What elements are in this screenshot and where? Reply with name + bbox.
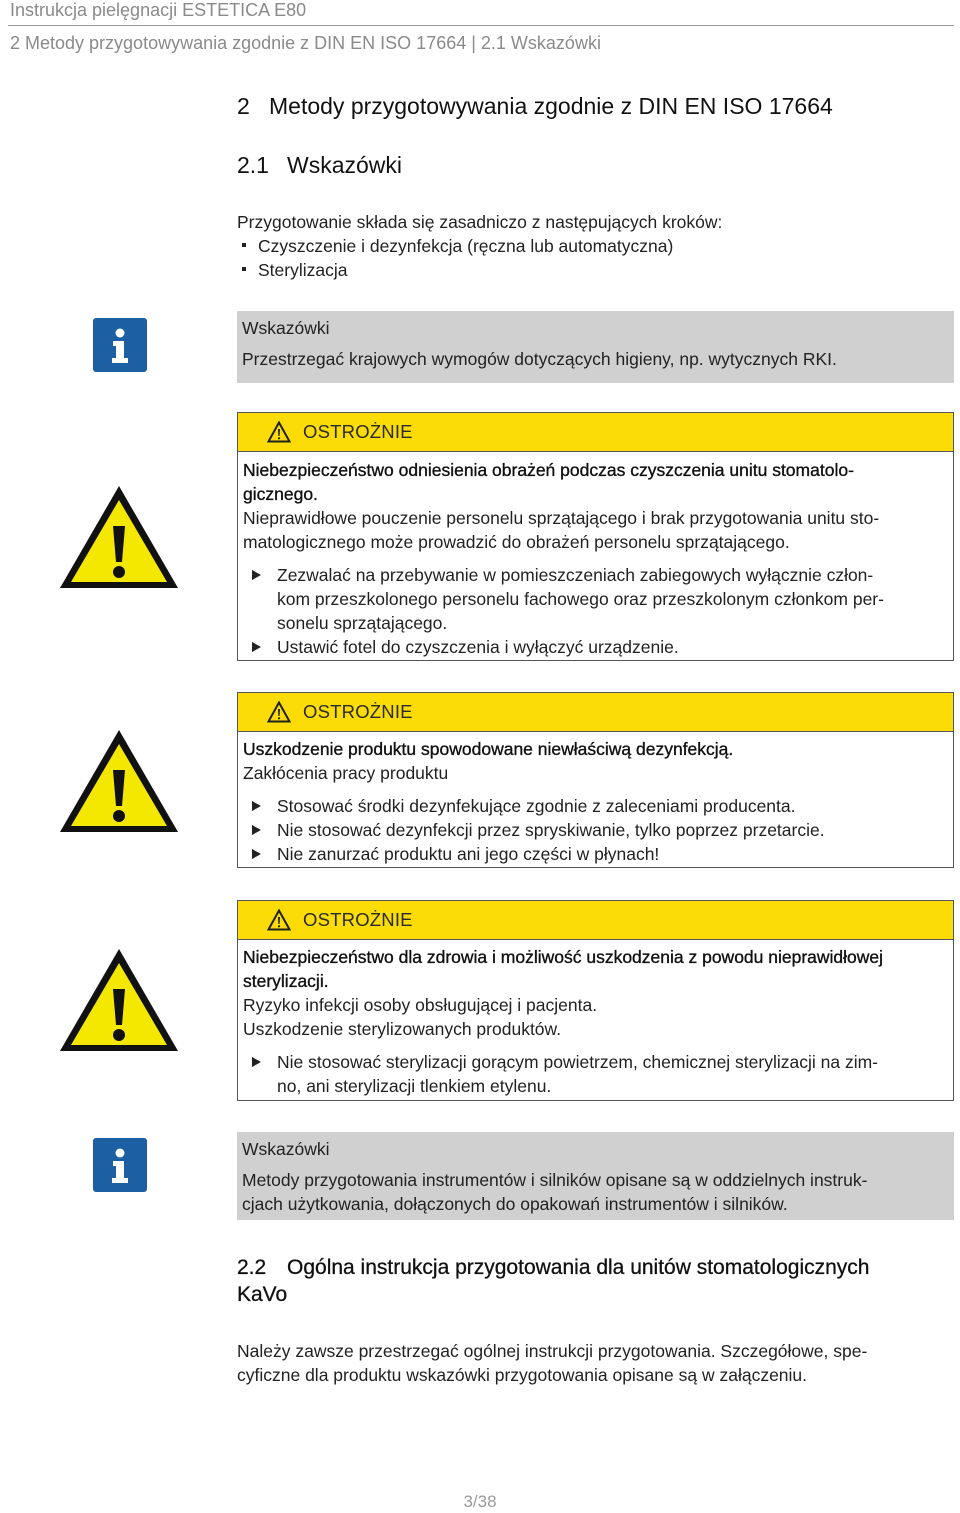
section-title: Metody przygotowywania zgodnie z DIN EN ISO 17664 xyxy=(269,93,833,119)
action-text: Stosować środki dezynfekujące zgodnie z zaleceniami producenta. xyxy=(277,796,796,816)
note-title: Wskazówki xyxy=(242,1139,330,1159)
action-text: kom przeszkolonego personelu fachowego oraz przeszkolonym członkom per- xyxy=(277,589,884,609)
hazard-description: Ryzyko infekcji osoby obsługującej i pacjenta. xyxy=(243,995,598,1015)
action-item xyxy=(243,1050,949,1098)
caution-triangle-icon xyxy=(267,421,291,443)
note-body: Metody przygotowania instrumentów i silników opisane są w oddzielnych instruk- xyxy=(242,1170,868,1190)
caution-box xyxy=(237,692,954,868)
hazard-headline: sterylizacji. xyxy=(243,971,329,991)
caution-header xyxy=(238,901,953,940)
note-body: Przestrzegać krajowych wymogów dotyczących higieny, np. wytycznych RKI. xyxy=(242,349,837,369)
bullet-text: Sterylizacja xyxy=(258,260,348,280)
caution-header xyxy=(238,413,953,452)
arrow-icon xyxy=(252,825,261,835)
hazard-description: matologicznego może prowadzić do obrażeń personelu sprzątającego. xyxy=(243,532,790,552)
warning-sign-icon xyxy=(57,482,181,592)
note-title: Wskazówki xyxy=(242,318,330,338)
section-2-1-heading xyxy=(237,152,402,179)
section-number: 2.1 xyxy=(237,152,269,178)
section-2-heading xyxy=(237,93,833,120)
paragraph-line: cyficzne dla produktu wskazówki przygotowania opisane są w załączeniu. xyxy=(237,1365,808,1385)
hazard-description: Uszkodzenie sterylizowanych produktów. xyxy=(243,1019,562,1039)
arrow-icon xyxy=(252,642,261,652)
hazard-headline: Niebezpieczeństwo odniesienia obrażeń podczas czyszczenia unitu stomatolo- xyxy=(243,460,854,480)
section-number: 2 xyxy=(237,93,250,119)
paragraph-line: Należy zawsze przestrzegać ogólnej instrukcji przygotowania. Szczegółowe, spe- xyxy=(237,1341,868,1361)
action-text: Nie zanurzać produktu ani jego części w płynach! xyxy=(277,844,660,864)
hazard-description: Nieprawidłowe pouczenie personelu sprzątającego i brak przygotowania unitu sto- xyxy=(243,508,880,528)
action-text: Ustawić fotel do czyszczenia i wyłączyć urządzenie. xyxy=(277,637,679,657)
document-title: Instrukcja pielęgnacji ESTETICA E80 xyxy=(10,0,307,20)
hazard-description: Zakłócenia pracy produktu xyxy=(243,763,449,783)
bullet-text: Czyszczenie i dezynfekcja (ręczna lub automatyczna) xyxy=(258,236,674,256)
section-title: Ogólna instrukcja przygotowania dla unitów stomatologicznych xyxy=(287,1256,870,1279)
action-text: sonelu sprzątającego. xyxy=(277,613,448,633)
hazard-headline: Niebezpieczeństwo dla zdrowia i możliwość uszkodzenia z powodu nieprawidłowej xyxy=(243,947,884,967)
header-breadcrumb: 2 Metody przygotowywania zgodnie z DIN EN ISO 17664 | 2.1 Wskazówki xyxy=(10,33,601,53)
action-text: Nie stosować dezynfekcji przez spryskiwanie, tylko poprzez przetarcie. xyxy=(277,820,825,840)
info-icon xyxy=(93,318,147,372)
caution-box xyxy=(237,412,954,661)
caution-label: OSTROŻNIE xyxy=(303,701,413,722)
section-2-2-heading xyxy=(237,1254,957,1308)
caution-box xyxy=(237,900,954,1101)
action-item xyxy=(243,563,949,635)
action-item xyxy=(243,842,949,866)
hazard-headline: Uszkodzenie produktu spowodowane niewłaściwą dezynfekcją. xyxy=(243,739,734,759)
hazard-headline: gicznego. xyxy=(243,484,318,504)
page-number: 3/38 xyxy=(463,1492,497,1511)
action-text: no, ani sterylizacji tlenkiem etylenu. xyxy=(277,1076,552,1096)
caution-triangle-icon xyxy=(267,701,291,723)
arrow-icon xyxy=(252,1057,261,1067)
section-title: Wskazówki xyxy=(287,152,403,178)
bullet-marker xyxy=(242,267,246,271)
arrow-icon xyxy=(252,849,261,859)
note-box xyxy=(237,311,954,383)
intro-text: Przygotowanie składa się zasadniczo z następujących kroków: xyxy=(237,212,723,232)
caution-label: OSTROŻNIE xyxy=(303,421,413,442)
note-body: cjach użytkowania, dołączonych do opakowań instrumentów i silników. xyxy=(242,1194,788,1214)
warning-sign-icon xyxy=(57,945,181,1055)
action-item xyxy=(243,635,949,659)
action-item xyxy=(243,794,949,818)
action-text: Zezwalać na przebywanie w pomieszczeniach zabiegowych wyłącznie człon- xyxy=(277,565,874,585)
action-item xyxy=(243,818,949,842)
caution-label: OSTROŻNIE xyxy=(303,909,413,930)
info-icon xyxy=(93,1138,147,1192)
action-text: Nie stosować sterylizacji gorącym powietrzem, chemicznej sterylizacji na zim- xyxy=(277,1052,878,1072)
arrow-icon xyxy=(252,570,261,580)
warning-sign-icon xyxy=(57,726,181,836)
intro-bullet xyxy=(237,234,673,258)
arrow-icon xyxy=(252,801,261,811)
section-title: KaVo xyxy=(237,1283,288,1306)
caution-header xyxy=(238,693,953,732)
bullet-marker xyxy=(242,243,246,247)
header-divider xyxy=(8,25,954,26)
section-number: 2.2 xyxy=(237,1256,267,1279)
intro-bullet xyxy=(237,258,347,282)
caution-triangle-icon xyxy=(267,909,291,931)
note-box xyxy=(237,1132,954,1220)
